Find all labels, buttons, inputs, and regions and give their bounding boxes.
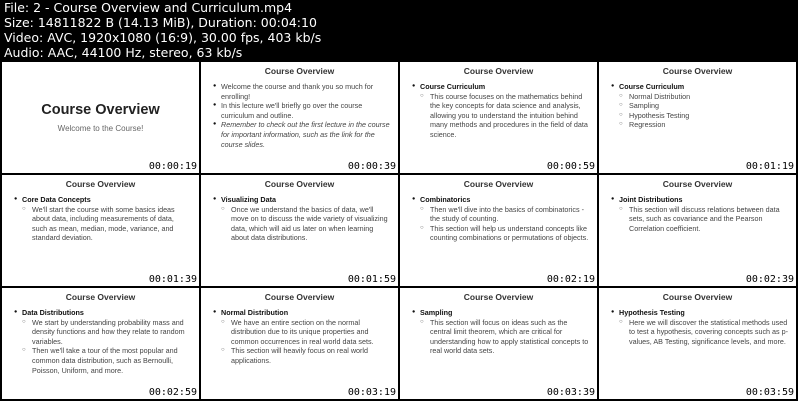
thumbnail-4[interactable] <box>599 62 796 173</box>
timestamp: 00:03:39 <box>546 387 595 398</box>
sub-bullet: ○ We start by understanding probability mass and density functions and how they relate to random variables. <box>14 318 191 347</box>
thumbnail-grid <box>2 62 796 399</box>
sub-bullet: ○ Then we'll take a tour of the most popular and common data distribution, such as Bernoulli, Poisson, Uniform, and more. <box>14 346 191 375</box>
slide-title: Course Overview <box>463 292 534 302</box>
bullet-heading: ● Combinatorics <box>412 195 589 205</box>
slide-subtitle: Welcome to the Course! <box>57 124 144 133</box>
timestamp: 00:01:19 <box>745 161 794 172</box>
bullet-heading: ● Core Data Concepts <box>14 195 191 205</box>
bullet-heading: ● Joint Distributions <box>611 195 788 205</box>
timestamp: 00:00:19 <box>148 161 197 172</box>
sub-bullet: ○ Regression <box>611 120 788 130</box>
thumbnail-3[interactable] <box>400 62 597 173</box>
slide-title: Course Overview <box>65 292 136 302</box>
sub-bullet: ○ Once we understand the basics of data, we'll move on to discuss the wide variety of visualizing data, which will aid us later on when learning about data distributions. <box>213 205 390 243</box>
sub-bullet: ○ We'll start the course with some basics ideas about data, including measurements of data, such as mean, median, mode, variance, and standard deviation. <box>14 205 191 243</box>
sub-bullet: ○ Sampling <box>611 101 788 111</box>
thumbnail-10[interactable] <box>201 288 398 399</box>
timestamp: 00:02:39 <box>745 274 794 285</box>
bullet-heading: ● Visualizing Data <box>213 195 390 205</box>
timestamp: 00:03:19 <box>347 387 396 398</box>
slide-title: Course Overview <box>662 66 733 76</box>
slide-title: Course Overview <box>41 102 160 118</box>
bullet-heading: ● Normal Distribution <box>213 308 390 318</box>
file-line: File: 2 - Course Overview and Curriculum.mp4 <box>4 0 293 15</box>
video-line: Video: AVC, 1920x1080 (16:9), 30.00 fps, 403 kb/s <box>4 30 322 45</box>
bullet: ● Remember to check out the first lecture in the course for important information, such as the link for the course slides. <box>213 120 390 149</box>
timestamp: 00:02:59 <box>148 387 197 398</box>
thumbnail-12[interactable] <box>599 288 796 399</box>
timestamp: 00:03:59 <box>745 387 794 398</box>
slide-title: Course Overview <box>65 179 136 189</box>
timestamp: 00:00:39 <box>347 161 396 172</box>
sub-bullet: ○ We have an entire section on the normal distribution due to its unique properties and common occurrences in real world data sets. <box>213 318 390 347</box>
thumbnail-8[interactable] <box>599 175 796 286</box>
timestamp: 00:01:39 <box>148 274 197 285</box>
slide-title: Course Overview <box>463 66 534 76</box>
sub-bullet: ○ Here we will discover the statistical methods used to test a hypothesis, covering concepts such as p-values, AB Testing, significance levels, and more. <box>611 318 788 347</box>
bullet-heading: ● Sampling <box>412 308 589 318</box>
sub-bullet: ○ This course focuses on the mathematics behind the key concepts for data science and analysis, allowing you to understand the intuition behind many methods and procedures in the field of data science. <box>412 92 589 140</box>
slide-title: Course Overview <box>662 179 733 189</box>
sub-bullet: ○ This section will help us understand concepts like counting combinations or permutations of objects. <box>412 224 589 243</box>
slide-title: Course Overview <box>264 179 335 189</box>
timestamp: 00:00:59 <box>546 161 595 172</box>
size-line: Size: 14811822 B (14.13 MiB), Duration: 00:04:10 <box>4 15 317 30</box>
thumbnail-7[interactable] <box>400 175 597 286</box>
sub-bullet: ○ Hypothesis Testing <box>611 111 788 121</box>
video-info-header <box>4 0 794 60</box>
bullet-heading: ● Data Distributions <box>14 308 191 318</box>
thumbnail-6[interactable] <box>201 175 398 286</box>
thumbnail-5[interactable] <box>2 175 199 286</box>
audio-line: Audio: AAC, 44100 Hz, stereo, 63 kb/s <box>4 45 243 60</box>
slide-title: Course Overview <box>264 292 335 302</box>
slide-title: Course Overview <box>662 292 733 302</box>
timestamp: 00:02:19 <box>546 274 595 285</box>
bullet-heading: ● Course Curriculum <box>611 82 788 92</box>
bullet: ● In this lecture we'll briefly go over the course curriculum and outline. <box>213 101 390 120</box>
thumbnail-9[interactable] <box>2 288 199 399</box>
timestamp: 00:01:59 <box>347 274 396 285</box>
sub-bullet: ○ Normal Distribution <box>611 92 788 102</box>
sub-bullet: ○ Then we'll dive into the basics of combinatorics - the study of counting. <box>412 205 589 224</box>
thumbnail-1[interactable] <box>2 62 199 173</box>
sub-bullet: ○ This section will focus on ideas such as the central limit theorem, which are critical for understanding how to apply statistical concepts to real world data sets. <box>412 318 589 356</box>
bullet-heading: ● Course Curriculum <box>412 82 589 92</box>
thumbnail-2[interactable] <box>201 62 398 173</box>
slide-title: Course Overview <box>463 179 534 189</box>
sub-bullet: ○ This section will heavily focus on real world applications. <box>213 346 390 365</box>
bullet: ● Welcome the course and thank you so much for enrolling! <box>213 82 390 101</box>
sub-bullet: ○ This section will discuss relations between data sets, such as covariance and the Pearson Correlation coefficient. <box>611 205 788 234</box>
slide-title: Course Overview <box>264 66 335 76</box>
bullet-heading: ● Hypothesis Testing <box>611 308 788 318</box>
thumbnail-11[interactable] <box>400 288 597 399</box>
